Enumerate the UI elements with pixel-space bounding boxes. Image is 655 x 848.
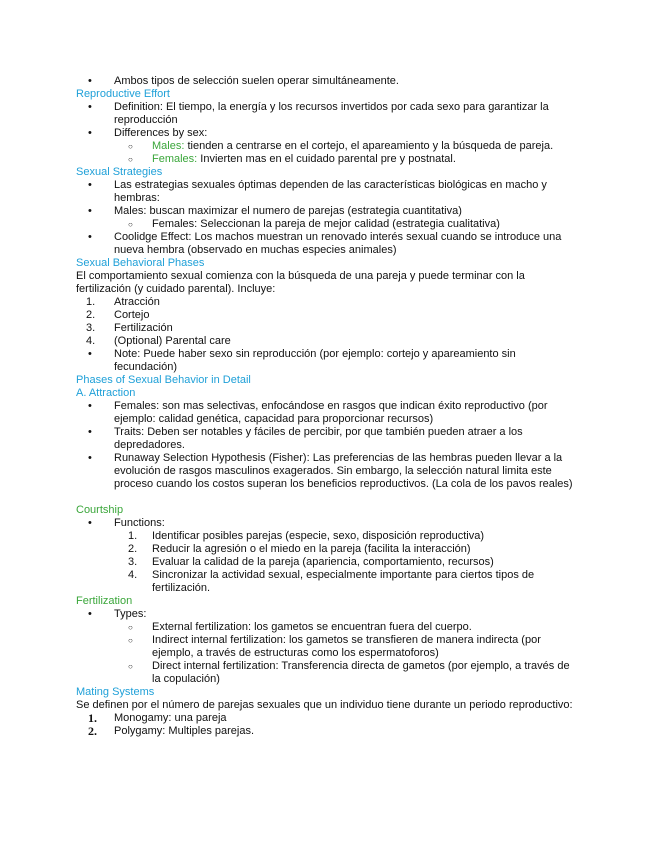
bullet-text: Females: son mas selectivas, enfocándose en rasgos que indican éxito reproductivo (por ejemplo: calidad genética, capacidad para proporcionar recursos) [114,400,548,425]
females-label: Females: [152,153,198,165]
numbered-text: Polygamy: Multiples parejas. [114,725,255,737]
bullet-marker: • [88,348,92,360]
circle-marker: ○ [128,636,133,645]
numbered-item [76,712,576,725]
document-page [76,75,576,738]
bullet-item [76,426,576,452]
numbered-item [76,322,576,335]
heading-fertilization: Fertilization [76,595,133,607]
bullet-item [76,75,576,88]
numbered-item [76,530,576,543]
bullet-text: Types: [114,608,147,620]
heading-courtship: Courtship [76,504,124,516]
numbered-item [76,335,576,348]
number-marker: 2. [86,309,96,321]
heading-sexual-strategies: Sexual Strategies [76,166,163,178]
bullet-text: Males: buscan maximizar el numero de parejas (estrategia cuantitativa) [114,205,462,217]
sub-bullet-item [76,153,576,166]
numbered-item [76,296,576,309]
bullet-text: Note: Puede haber sexo sin reproducción (por ejemplo: cortejo y apareamiento sin fecundación) [114,348,516,373]
numbered-text: (Optional) Parental care [114,335,231,347]
bullet-marker: • [88,426,92,438]
bullet-text: Definition: El tiempo, la energía y los recursos invertidos por cada sexo para garantizar la reproducción [114,101,549,126]
bullet-text: Coolidge Effect: Los machos muestran un renovado interés sexual cuando se introduce una nueva hembra (observado en muchas especies animales) [114,231,562,256]
bullet-marker: • [88,101,92,113]
heading-attraction: A. Attraction [76,387,136,399]
circle-marker: ○ [128,623,133,632]
sub-bullet-item [76,140,576,153]
bullet-item [76,179,576,205]
bullet-text: Las estrategias sexuales óptimas dependen de las características biológicas en macho y hembras: [114,179,547,204]
sub-bullet-text: Females: Seleccionan la pareja de mejor calidad (estrategia cualitativa) [152,218,500,230]
circle-marker: ○ [128,142,133,151]
bullet-marker: • [88,452,92,464]
spacer [76,491,576,504]
numbered-text: Identificar posibles parejas (especie, sexo, disposición reproductiva) [152,530,485,542]
bullet-item [76,205,576,218]
numbered-text: Atracción [114,296,160,308]
numbered-item [76,556,576,569]
number-marker: 4. [128,569,138,581]
bullet-marker: • [88,517,92,529]
number-marker: 3. [128,556,138,568]
bullet-marker: • [88,400,92,412]
number-marker: 2. [88,724,97,738]
number-marker: 4. [86,335,96,347]
circle-marker: ○ [128,155,133,164]
sub-bullet-text: Direct internal fertilization: Transferencia directa de gametos (por ejemplo, a través de la copulación) [152,660,570,685]
sub-bullet-item [76,621,576,634]
number-marker: 3. [86,322,96,334]
number-marker: 2. [128,543,138,555]
numbered-item [76,543,576,556]
bullet-marker: • [88,205,92,217]
circle-marker: ○ [128,220,133,229]
bullet-item [76,400,576,426]
bullet-item [76,231,576,257]
numbered-text: Sincronizar la actividad sexual, especialmente importante para ciertos tipos de fertilización. [152,569,535,594]
numbered-text: Reducir la agresión o el miedo en la pareja (facilita la interacción) [152,543,471,555]
numbered-text: Cortejo [114,309,150,321]
sub-bullet-item [76,218,576,231]
number-marker: 1. [86,296,96,308]
paragraph: Se definen por el número de parejas sexuales que un individuo tiene durante un periodo reproductivo: [76,699,573,711]
heading-phases-detail: Phases of Sexual Behavior in Detail [76,374,251,386]
circle-marker: ○ [128,662,133,671]
numbered-item [76,725,576,738]
bullet-item [76,101,576,127]
bullet-marker: • [88,231,92,243]
bullet-text: Traits: Deben ser notables y fáciles de percibir, por que también pueden atraer a los depredadores. [114,426,523,451]
bullet-text: Ambos tipos de selección suelen operar simultáneamente. [114,75,399,87]
numbered-item [76,569,576,595]
bullet-marker: • [88,608,92,620]
heading-sexual-behavioral-phases: Sexual Behavioral Phases [76,257,205,269]
males-text: tienden a centrarse en el cortejo, el apareamiento y la búsqueda de pareja. [184,140,554,152]
numbered-text: Monogamy: una pareja [114,712,227,724]
females-text: Invierten mas en el cuidado parental pre y postnatal. [197,153,456,165]
bullet-item [76,452,576,491]
sub-bullet-text: Indirect internal fertilization: los gametos se transfieren de manera indirecta (por ejemplo, a través de estructuras como los espermatoforos) [152,634,541,659]
numbered-item [76,309,576,322]
sub-bullet-item [76,634,576,660]
bullet-text: Functions: [114,517,165,529]
sub-bullet-text: External fertilization: los gametos se encuentran fuera del cuerpo. [152,621,472,633]
bullet-item [76,348,576,374]
bullet-text: Differences by sex: [114,127,208,139]
paragraph: El comportamiento sexual comienza con la búsqueda de una pareja y puede terminar con la fertilización (y cuidado parental). Incluye: [76,270,525,295]
number-marker: 1. [128,530,138,542]
numbered-text: Fertilización [114,322,173,334]
bullet-item [76,608,576,621]
bullet-marker: • [88,127,92,139]
bullet-marker: • [88,179,92,191]
sub-bullet-item [76,660,576,686]
number-marker: 1. [88,711,97,725]
heading-mating-systems: Mating Systems [76,686,155,698]
numbered-text: Evaluar la calidad de la pareja (apariencia, comportamiento, recursos) [152,556,494,568]
bullet-text: Runaway Selection Hypothesis (Fisher): Las preferencias de las hembras pueden llevar a la evolución de rasgos masculinos exagerados. Sin embargo, la selección natural limita este proceso cuando los costos superan los beneficios reproductivos. (La cola de los pavos reales) [114,452,573,490]
bullet-marker: • [88,75,92,87]
males-label: Males: [152,140,185,152]
heading-reproductive-effort: Reproductive Effort [76,88,170,100]
bullet-item [76,127,576,140]
bullet-item [76,517,576,530]
